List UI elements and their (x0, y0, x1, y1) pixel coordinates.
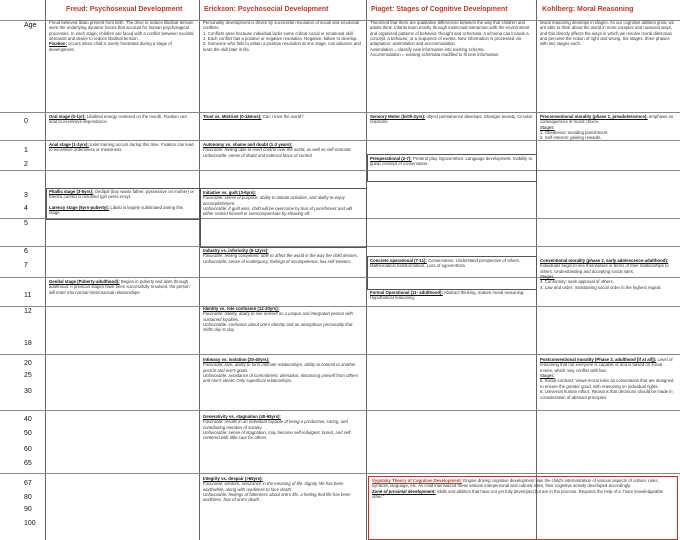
erickson-point: 3. Someone who fails to obtain a positive resolution at one stage, can advance and learn the skill later in life. (203, 41, 361, 52)
freud-intro-text: Freud believed libido present from birth. The drive to reduce libidinal tension were the underlying dynamic forces that account for human psychological processes. In each stage, children are faced with a conflict between societal demands and desire to reduce libidinal tension. (49, 20, 194, 42)
age-label: 50 (24, 430, 32, 437)
trust-title: Trust vs. Mistrust (0-18mos): (203, 114, 262, 119)
preconventional-text: emphasis on consequences of moral choice. (540, 114, 674, 125)
erickson-autonomy (203, 142, 363, 186)
piaget-concrete (370, 258, 533, 286)
age-label: 65 (24, 460, 32, 467)
identity-title: Identity vs. role confusion (12-20yrs): (203, 306, 280, 311)
age-label: 40 (24, 416, 32, 423)
age-header: Age (24, 22, 37, 29)
intimacy-unfavorable: Unfavorable: avoidance of commitment, alienation, distancing oneself from others and one's ideals. Only superficial relationships. (203, 373, 359, 384)
erickson-intimacy (203, 357, 363, 409)
preconventional-title: Preconventional morality (phase 1, preadolescence): (540, 114, 648, 119)
age-label: 1 (24, 147, 28, 154)
sensory-motor-title: Sensory Motor (birth-2yrs): (370, 114, 426, 119)
age-label: 60 (24, 446, 32, 453)
kohlberg-stage: 2. Self-interest: gaining rewards. (540, 135, 602, 141)
age-label: 2 (24, 161, 28, 168)
kohlberg-stage: 5. Social contract: Views moral rules as conventions that are designed to ensure the greater good, with reasoning on individual rights. (540, 378, 674, 389)
erickson-intro (203, 20, 363, 110)
erickson-identity (203, 306, 363, 354)
postconventional-text: Level of reasoning that not everyone is capable of and is based on social mores, which may conflict with law. (540, 357, 673, 373)
industry-unfavorable: Unfavorable: sense of inadequacy, feelings of incompetence, low self-esteem. (203, 258, 352, 264)
freud-header: Freud: Psychosexual Development (66, 6, 183, 13)
initiative-unfavorable: Unfavorable: if guilt wins, child will be overcome by fear of punishment and will either restrict himself or overcompensate by showing off. (203, 206, 353, 217)
erickson-trust (203, 114, 363, 138)
kohlberg-conventional (540, 258, 676, 338)
age-label: 4 (24, 205, 28, 212)
kohlberg-stage: 1. Obedience: avoiding punishment. (540, 130, 609, 136)
concrete-title: Concrete operational (7-11): (370, 258, 427, 263)
freud-latency-stage (49, 205, 195, 218)
age-label: 90 (24, 506, 32, 513)
erickson-point: 2. Each conflict has a positive or negative resolution. Negative: failure to develop. (203, 36, 358, 42)
oral-stage-title: Oral stage (0-1yr): (49, 114, 86, 119)
kohlberg-postconventional (540, 357, 676, 473)
industry-favorable: Favorable: feeling competent, able to affect the world in the way the child desires. (203, 253, 359, 259)
kohlberg-preconventional (540, 114, 676, 174)
preoperational-title: Preoperational (2-7): (370, 156, 412, 161)
erickson-point: 1. Conflicts arise because individual lacks some critical social or emotional skill. (203, 30, 354, 36)
age-label: 18 (24, 340, 32, 347)
anal-stage-title: Anal stage (1-3yrs): (49, 142, 89, 147)
phallic-stage-title: Phallic stage (3-5yrs): (49, 189, 94, 194)
autonomy-favorable: Favorable: feeling able to exert control over the world, as well as self-restraint. (203, 147, 352, 153)
erickson-industry (203, 248, 363, 276)
generativity-favorable: Favorable: results in an individual capable of being a productive, caring, and contributing member of society. (203, 419, 348, 430)
vygotsky-title: Vygotsky Theory of Cognitive Development: (372, 478, 463, 483)
age-label: 30 (24, 388, 32, 395)
generativity-title: Generativity vs. stagnation (40-65yrs): (203, 414, 281, 419)
intimacy-title: Intimacy vs. isolation (20-40yrs): (203, 357, 270, 362)
piaget-intro (370, 20, 533, 110)
zpd-title: Zone of proximal development: (372, 488, 436, 494)
trust-text: Can I trust the world? (262, 114, 304, 119)
vygotsky-box (372, 478, 672, 538)
identity-unfavorable: Unfavorable: confusion about one's identity and an amorphous personality that shifts day to day. (203, 322, 353, 333)
age-label: 6 (24, 248, 28, 255)
stages-label: Stages: (540, 274, 555, 280)
autonomy-title: Autonomy vs. shame and doubt (1-3 years): (203, 142, 293, 147)
freud-intro (49, 20, 195, 110)
age-label: 67 (24, 480, 32, 487)
stages-label: Stages: (540, 124, 555, 130)
piaget-intro-text: Theorized that there are qualitative differences between the way that children and adults think. Infants learn mostly through instinctual interaction with the environment and organized patterns of behavior, thought and schemata. A schema can include a concept, a behavior, or a sequence of events. New information is processed via adaptation: assimilation and accommodation. (370, 20, 530, 47)
zpd-text: Skills and abilities that have not yet fully developed but are in the process. Requires the help of a "more knowledgeable other." (372, 488, 664, 500)
age-label: 7 (24, 262, 28, 269)
age-label: 25 (24, 372, 32, 379)
age-label: 80 (24, 494, 32, 501)
oral-stage-text: Libidinal energy centered on the mouth. Fixation can lead to excessive dependence. (49, 114, 187, 125)
identity-favorable: Favorable: fidelity, ability to see oneself as a unique and integrated person with sustained loyalties. (203, 311, 353, 322)
freud-phallic-stage (49, 189, 195, 203)
freud-oral-stage (49, 114, 195, 138)
age-label: 100 (24, 520, 36, 527)
anal-stage-text: toilet training occurs during this time. Fixation can lead to excessive orderliness or messiness. (49, 142, 194, 153)
intimacy-favorable: Favorable: love, ability to form intimate relationships, ability to commit to another person and one's goals. (203, 362, 356, 373)
initiative-title: Initiative vs. guilt (3-6yrs): (203, 190, 257, 195)
age-label: 12 (24, 308, 32, 315)
erickson-generativity (203, 414, 363, 472)
kohlberg-intro: Moral reasoning develops in stages. As our cognitive abilities grow, we are able to think about the world in more complex and nuanced ways, and this directly affects the ways in which we resolve moral dilemmas and perceive the notion of right and wrong. Six stages, three phases with two stages each. (540, 20, 674, 47)
autonomy-unfavorable: Unfavorable: sense of doubt and external locus of control. (203, 152, 313, 158)
conventional-title: Conventional morality (phase 2, early adolescence-adulthood): (540, 258, 669, 263)
conventional-text: Individuals begin to see themselves in terms of their relationships to others. Understanding and accepting social rules. (540, 263, 669, 274)
age-label: 5 (24, 220, 28, 227)
age-label: 0 (24, 118, 28, 125)
initiative-favorable: Favorable: sense of purpose, ability to initiate activities, and ability to enjoy accomplishment. (203, 195, 345, 206)
sensory-motor-text: object permanence develops. Stranger anxiety. Circular reactions. (370, 114, 533, 125)
erickson-initiative (203, 190, 363, 244)
integrity-title: Integrity vs. despair (>65yrs): (203, 476, 263, 481)
piaget-accommodation: Accommodation = existing schemata modified to fit new information. (370, 52, 500, 58)
fixation-text: occurs when child is overly frustrated during a stage of development. (49, 41, 172, 52)
kohlberg-stage: 4. Law and order: maintaining social order in the highest regard. (540, 284, 662, 290)
stages-label: Stages: (540, 373, 555, 379)
kohlberg-stage: 6. Universal human ethics: Reasons that decisions should be made in consideration of abstract principles. (540, 389, 673, 400)
integrity-unfavorable: Unfavorable: feelings of bitterness about one's life, a feeling that life has been worthless, fear of one's death. (203, 492, 351, 503)
integrity-favorable: Favorable: wisdom, assurance in the meaning of life, dignity, life has been worthwhile, along with readiness to face death. (203, 481, 344, 492)
freud-anal-stage (49, 142, 195, 168)
preoperational-text: Pretend play. Egocentrism. Language development. Inability to grasp concept of conservation. (370, 156, 533, 167)
industry-title: Industry vs. inferiority (6-12yrs): (203, 248, 269, 253)
concrete-text: Conservation. Understand perspective of others. Mathematical transformation. Loss of egocentrism. (370, 258, 521, 269)
genital-stage-text: Begins in puberty and lasts through adulthood. If previous stages have been successfully resolved, the person will enter into normal heterosexual relationships. (49, 279, 190, 295)
age-label: 3 (24, 192, 28, 199)
piaget-formal (370, 290, 533, 312)
age-label: 11 (24, 292, 32, 299)
erickson-header: Erickson: Psychosocial Development (204, 6, 329, 13)
erickson-integrity (203, 476, 363, 538)
freud-genital-stage (49, 279, 195, 309)
piaget-sensory-motor (370, 114, 533, 138)
latency-stage-text: Libido is largely sublimated during this stage. (49, 205, 183, 216)
age-label: 20 (24, 360, 32, 367)
postconventional-title: Postconventional morality (Phase 3, adulthood [if at all]): (540, 357, 657, 362)
kohlberg-header: Kohlberg: Moral Reasoning (542, 6, 634, 13)
latency-stage-title: Latency stage (5yrs-puberty): (49, 205, 110, 210)
piaget-assimilation: Assimilation = classify new information into existing schema. (370, 46, 485, 52)
formal-text: Abstract thinking, mature moral reasoning. Hypothetical reasoning. (370, 290, 525, 301)
vygotsky-text: Engine driving cognitive development was the child's internalization of various aspects of culture: rules, symbols, language, etc. As child internalized these various interpersonal and cultural rules, their cognitive activity developed accordingly. (372, 478, 659, 489)
piaget-header: Piaget: Stages of Cognitive Development (371, 6, 508, 13)
generativity-unfavorable: Unfavorable: sense of stagnation, may become self-indulgent, bored, and self-centered with little care for others. (203, 430, 352, 441)
piaget-preoperational (370, 156, 533, 178)
fixation-term: Fixation: (49, 41, 67, 47)
kohlberg-stage: 3. Conformity: seek approval of others. (540, 279, 614, 285)
genital-stage-title: Genital stage (Puberty-adulthood): (49, 279, 120, 284)
formal-title: Formal Operational (11- adulthood): (370, 290, 443, 295)
phallic-stage-text: Oedipal (boy wants father, possessive on mother) or Electra conflict is resolved (girl penis envy). (49, 189, 194, 200)
erickson-intro-text: Personality development is driven by successful resolution of social and emotional conflicts. (203, 20, 360, 31)
